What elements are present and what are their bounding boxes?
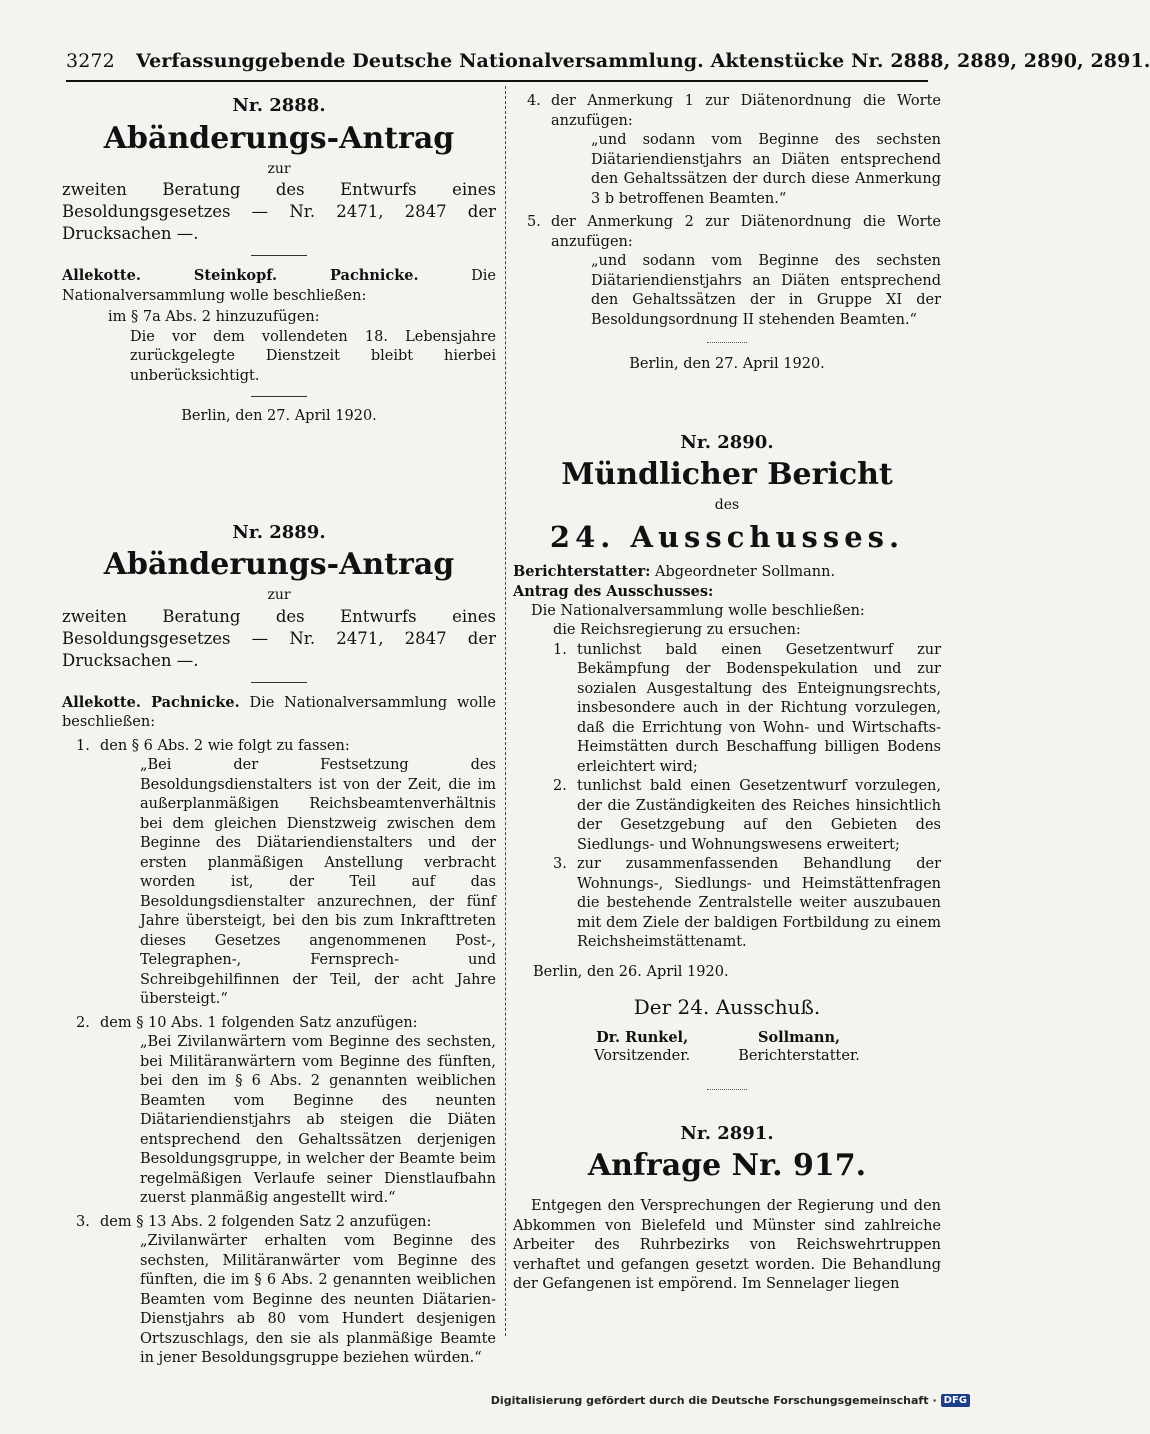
signature-chair — [594, 1028, 690, 1067]
doc-number-2889: Nr. 2889. — [232, 521, 326, 543]
item-number: 3. — [76, 1213, 90, 1230]
item-quote: „Bei der Festsetzung des Besoldungsdienstalters ist von der Zeit, die im außerplanmäßigen Reichsbeamtenverhältnis bei dem gleichen Dienstzweig zwischen dem Beginne des Diätariendienstalters und der ersten planmäßigen Anstellung verbracht worden ist, der Teil auf das Besoldungsdienstalter anzurechnen, der fünf Jahre übersteigt, bei den bis zum Inkrafttreten dieses Gesetzes angenommenen Post-, Telegraphen-, Fernsprech- und Schreibgehilfinnen der Teil, der acht Jahre übersteigt.“ — [140, 757, 496, 1007]
separator — [707, 1089, 747, 1090]
doc-number-2891: Nr. 2891. — [680, 1122, 774, 1144]
motion-2889 — [62, 693, 496, 733]
signature-role: Berichterstatter. — [738, 1048, 860, 1064]
doc-subtitle-2888: zweiten Beratung des Entwurfs eines Besoldungsgesetzes — Nr. 2471, 2847 der Drucksachen —. — [62, 180, 496, 243]
right-column — [513, 92, 941, 1295]
list-item — [513, 213, 941, 330]
item-lead: dem § 10 Abs. 1 folgenden Satz anzufügen: — [100, 1014, 418, 1031]
doc-subtitle-2889: zweiten Beratung des Entwurfs eines Besoldungsgesetzes — Nr. 2471, 2847 der Drucksachen —. — [62, 606, 496, 670]
item-quote: „Zivilanwärter erhalten vom Beginne des sechsten, Militäranwärter vom Beginne des fünften, die im § 6 Abs. 2 genannten weiblichen Beamten vom Beginne des neunten Diätarien-Dienstjahrs ab 80 vom Hundert desjenigen Ortszuschlags, den sie als planmäßige Beamte in jener Besoldungsgruppe beziehen würden.“ — [140, 1233, 496, 1366]
list-item — [513, 641, 941, 778]
page-header — [66, 50, 1150, 78]
item-text: zur zusammenfassenden Behandlung der Wohnungs-, Siedlungs- und Heimstättenfragen die bestehende Zentralstelle weiter auszubauen mit dem Ziele der baldigen Fortbildung zu einem Reichsheimstättenamt. — [577, 856, 941, 950]
item-number: 2. — [76, 1014, 90, 1031]
footer-text: Digitalisierung gefördert durch die Deutsche Forschungsgemeinschaft — [490, 1394, 929, 1407]
item-number: 3. — [553, 856, 567, 872]
list-item — [513, 92, 941, 209]
list-item — [62, 1213, 496, 1369]
instruction-2888: im § 7a Abs. 2 hinzuzufügen: — [108, 309, 320, 325]
list-item — [62, 737, 496, 1010]
zur-label: zur — [267, 587, 291, 603]
committee-title: 24. Ausschusses. — [549, 519, 905, 554]
des-label: des — [714, 497, 740, 513]
text-2888: Die vor dem vollendeten 18. Lebensjahre zurückgelegte Dienstzeit bleibt hierbei unberücksichtigt. — [130, 328, 496, 384]
separator — [251, 255, 307, 256]
signature-name: Sollmann, — [758, 1028, 841, 1046]
item-number: 2. — [553, 778, 567, 794]
inquiry-text: Entgegen den Versprechungen der Regierung und den Abkommen von Bielefeld und Münster sind zahlreiche Arbeiter des Ruhrbezirks von Reichswehrtruppen verhaftet und gefangen gesetzt worden. Die Behandlung der Gefangenen ist empörend. Im Sennelager liegen — [513, 1198, 941, 1292]
list-item — [62, 1014, 496, 1209]
separator — [707, 342, 747, 343]
item-lead: den § 6 Abs. 2 wie folgt zu fassen: — [100, 737, 350, 754]
intro2-2890: die Reichsregierung zu ersuchen: — [553, 622, 801, 638]
dfg-logo-icon: DFG — [941, 1394, 970, 1407]
item-lead: der Anmerkung 2 zur Diätenordnung die Worte anzufügen: — [551, 214, 941, 250]
doc-title-2888: Abänderungs-Antrag — [103, 120, 455, 156]
rapporteur-label: Berichterstatter: — [513, 562, 651, 580]
separator — [251, 396, 307, 397]
doc-title-2890: Mündlicher Bericht — [561, 457, 893, 492]
rapporteur-line — [513, 562, 941, 583]
item-number: 1. — [76, 737, 90, 754]
motion-2888 — [62, 266, 496, 306]
separator — [251, 682, 307, 683]
signature-name: Dr. Runkel, — [596, 1028, 689, 1046]
list-item — [513, 777, 941, 855]
left-column — [62, 92, 496, 1369]
list-item — [513, 855, 941, 953]
doc-number-2890: Nr. 2890. — [680, 431, 774, 453]
item-lead: dem § 13 Abs. 2 folgenden Satz 2 anzufügen: — [100, 1213, 432, 1230]
item-number: 4. — [527, 93, 541, 109]
date-2889: Berlin, den 27. April 1920. — [629, 356, 825, 372]
header-title: Verfassunggebende Deutsche Nationalversammlung. Aktenstücke Nr. 2888, 2889, 2890, 2891. — [136, 50, 1150, 72]
date-2890: Berlin, den 26. April 1920. — [533, 963, 729, 980]
item-lead: der Anmerkung 1 zur Diätenordnung die Worte anzufügen: — [551, 93, 941, 129]
footer-bullet: · — [932, 1394, 937, 1407]
rapporteur-name: Abgeordneter Sollmann. — [655, 563, 836, 580]
doc-title-2889: Abänderungs-Antrag — [103, 547, 455, 582]
committee-motion-label: Antrag des Ausschusses: — [513, 583, 714, 600]
column-divider — [505, 86, 506, 1336]
item-text: tunlichst bald einen Gesetzentwurf vorzulegen, der die Zuständigkeiten des Reiches hinsichtlich der Gesetzgebung auf den Gebieten des Siedlungs- und Wohnungswesens erweitert; — [577, 778, 941, 853]
intro-2890: Die Nationalversammlung wolle beschließen: — [531, 602, 865, 619]
header-rule — [66, 80, 928, 82]
signature-role: Vorsitzender. — [594, 1048, 691, 1064]
signers-2889: Allekotte. Pachnicke. — [62, 693, 240, 711]
item-quote: „und sodann vom Beginne des sechsten Diätariendienstjahrs an Diäten entsprechend den Gehaltssätzen der in Gruppe XI der Besoldungsordnung II stehenden Beamten.“ — [591, 253, 941, 328]
item-quote: „und sodann vom Beginne des sechsten Diätariendienstjahrs an Diäten entsprechend den Gehaltssätzen der durch diese Anmerkung 3 b betroffenen Beamten.“ — [591, 132, 941, 207]
item-text: tunlichst bald einen Gesetzentwurf zur Bekämpfung der Bodenspekulation und zur sozialen Ausgestaltung des Enteignungsrechts, insbesondere auch in der Richtung vorzulegen, daß die Errichtung von Wohn- und Wirtschafts-Heimstätten durch Beschaffung billigen Bodens erleichtert wird; — [577, 641, 941, 775]
intro-2888: Die Nationalversammlung wolle beschließen: — [62, 268, 496, 304]
page-number: 3272 — [66, 50, 115, 72]
item-quote: „Bei Zivilanwärtern vom Beginne des sechsten, bei Militäranwärtern vom Beginne des fünften, bei den im § 6 Abs. 2 genannten weiblichen Beamten vom Beginne des neunten Diätariendienstjahrs ab steigen die Diäten entsprechend den Gehaltssätzen derjenigen Besoldungsgruppe, in welcher der Beamte beim regelmäßigen Verlaufe seiner Dienstlaufbahn zuerst planmäßig angestellt wird.“ — [140, 1034, 496, 1206]
item-number: 5. — [527, 214, 541, 230]
footer-credit — [491, 1394, 970, 1407]
zur-label: zur — [267, 160, 291, 177]
signature-rapporteur — [738, 1028, 860, 1067]
date-2888: Berlin, den 27. April 1920. — [181, 408, 377, 424]
signers-2888: Allekotte. Steinkopf. Pachnicke. — [62, 267, 419, 284]
item-number: 1. — [553, 641, 567, 658]
intro-2889: Die Nationalversammlung wolle beschließen: — [62, 694, 496, 730]
doc-title-2891: Anfrage Nr. 917. — [587, 1148, 867, 1183]
doc-number-2888: Nr. 2888. — [232, 95, 326, 116]
signatures — [513, 1028, 941, 1067]
committee-name: Der 24. Ausschuß. — [633, 995, 821, 1019]
